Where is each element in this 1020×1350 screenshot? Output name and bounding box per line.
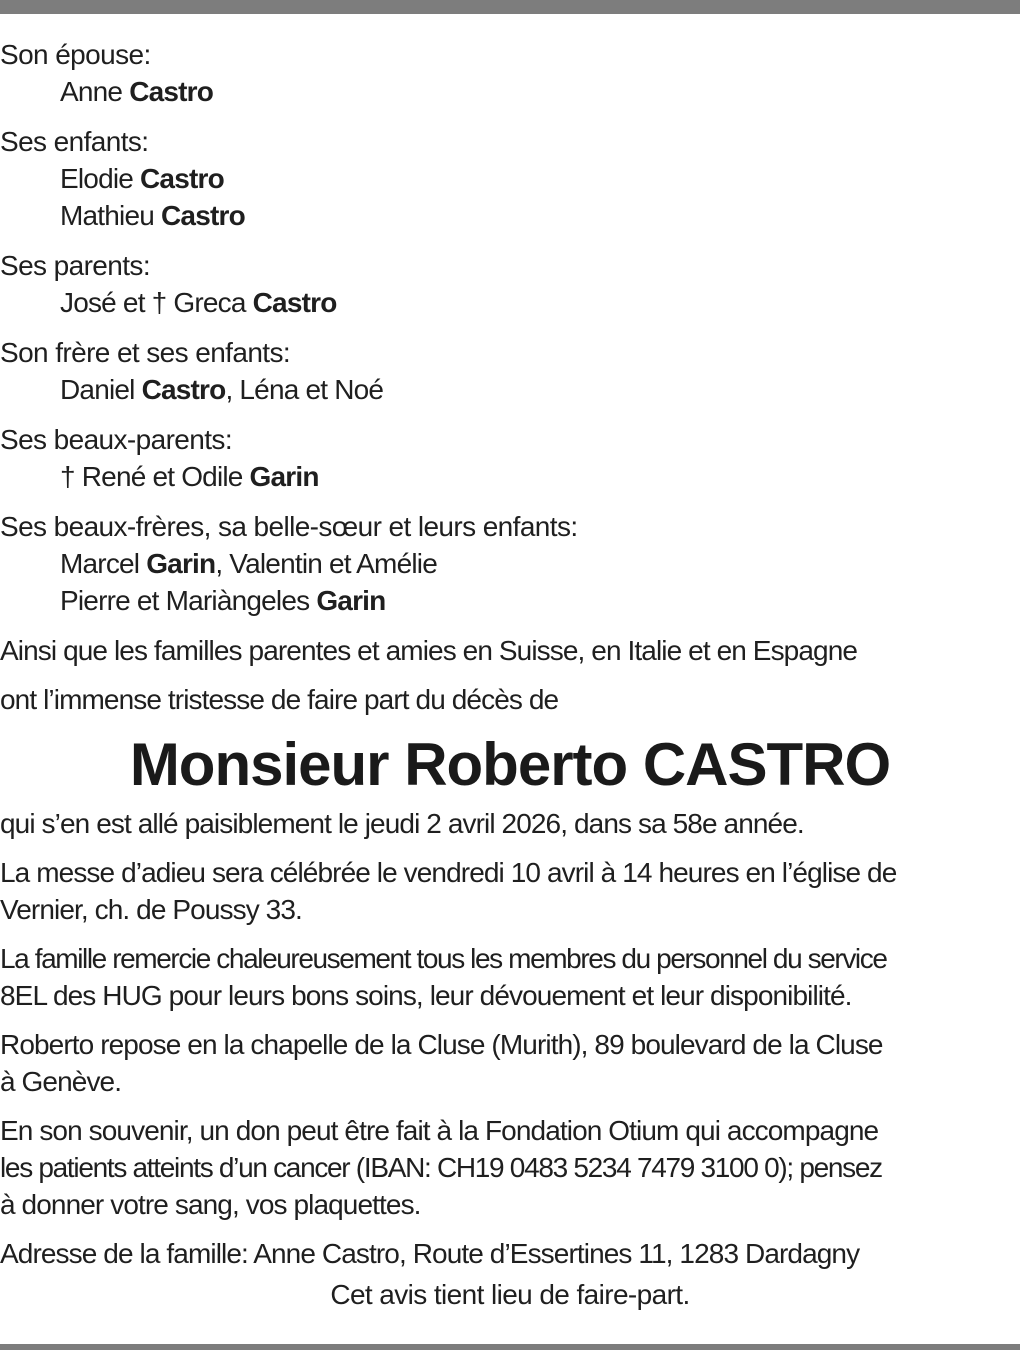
intro-line: ont l’immense tristesse de faire part du décès de <box>0 684 559 715</box>
intro-line: Ainsi que les familles parentes et amies en Suisse, en Italie et en Espagne <box>0 635 858 666</box>
paragraph-line: La messe d’adieu sera célébrée le vendredi 10 avril à 14 heures en l’église de <box>0 857 897 888</box>
family-group-parents <box>0 247 1020 321</box>
family-group-children <box>0 123 1020 234</box>
member-surname: Castro <box>161 200 245 231</box>
paragraph-line: Adresse de la famille: Anne Castro, Route d’Essertines 11, 1283 Dardagny <box>0 1238 860 1269</box>
family-member <box>0 458 1020 495</box>
group-heading: Son frère et ses enfants: <box>0 337 291 368</box>
member-given-name: Daniel <box>60 374 142 405</box>
member-suffix: , Valentin et Amélie <box>215 548 437 579</box>
group-heading: Son épouse: <box>0 39 151 70</box>
family-group-brother <box>0 334 1020 408</box>
paragraph-line: à donner votre sang, vos plaquettes. <box>0 1189 421 1220</box>
member-given-name: Marcel <box>60 548 147 579</box>
bottom-rule <box>0 1344 1020 1350</box>
member-given-name: Mathieu <box>60 200 161 231</box>
paragraph-line: En son souvenir, un don peut être fait à la Fondation Otium qui accompagne <box>0 1115 879 1146</box>
donation-info <box>0 1112 1020 1223</box>
group-heading: Ses parents: <box>0 250 150 281</box>
family-group-siblings-in-law <box>0 508 1020 619</box>
family-group-parents-in-law <box>0 421 1020 495</box>
deceased-name: Monsieur Roberto CASTRO <box>129 731 891 798</box>
acknowledgement <box>0 940 1020 1014</box>
member-surname: Castro <box>141 374 226 405</box>
member-given-name: Pierre et Mariàngeles <box>60 585 317 616</box>
paragraph-line: Vernier, ch. de Poussy 33. <box>0 894 302 925</box>
group-heading: Ses beaux-frères, sa belle-sœur et leurs enfants: <box>0 511 578 542</box>
member-suffix: , Léna et Noé <box>225 374 384 405</box>
family-member <box>0 284 1020 321</box>
member-surname: Castro <box>252 287 337 318</box>
member-surname: Castro <box>140 163 224 194</box>
paragraph-line: qui s’en est allé paisiblement le jeudi 2 avril 2026, dans sa 58e année. <box>0 808 804 839</box>
group-heading: Ses beaux-parents: <box>0 424 233 455</box>
paragraph-line: à Genève. <box>0 1066 122 1097</box>
member-given-name: Elodie <box>60 163 141 194</box>
member-given-name: Anne <box>60 76 130 107</box>
family-member <box>0 197 1020 234</box>
intro-text-2 <box>0 681 1020 718</box>
paragraph-line: La famille remercie chaleureusement tous les membres du personnel du service <box>0 943 887 974</box>
member-surname: Garin <box>146 548 216 579</box>
paragraph-line: les patients atteints d’un cancer (IBAN: CH19 0483 5234 7479 3100 0); pensez <box>0 1152 882 1183</box>
group-heading: Ses enfants: <box>0 126 149 157</box>
footer-note: Cet avis tient lieu de faire-part. <box>330 1279 690 1310</box>
chapel-info <box>0 1026 1020 1100</box>
member-given-name: † René et Odile <box>60 461 250 492</box>
obituary-notice <box>0 36 1020 1313</box>
member-surname: Castro <box>129 76 214 107</box>
family-member <box>0 73 1020 110</box>
member-given-name: José et † Greca <box>60 287 253 318</box>
member-surname: Garin <box>249 461 319 492</box>
member-surname: Garin <box>316 585 386 616</box>
family-member <box>0 371 1020 408</box>
family-member <box>0 545 1020 582</box>
top-rule <box>0 0 1020 14</box>
intro-text <box>0 632 1020 669</box>
family-member <box>0 582 1020 619</box>
paragraph-line: Roberto repose en la chapelle de la Cluse (Murith), 89 boulevard de la Cluse <box>0 1029 883 1060</box>
family-member <box>0 160 1020 197</box>
death-announcement <box>0 805 1020 842</box>
paragraph-line: 8EL des HUG pour leurs bons soins, leur dévouement et leur disponibilité. <box>0 980 852 1011</box>
funeral-mass-info <box>0 854 1020 928</box>
family-address <box>0 1235 1020 1272</box>
family-group-spouse <box>0 36 1020 110</box>
